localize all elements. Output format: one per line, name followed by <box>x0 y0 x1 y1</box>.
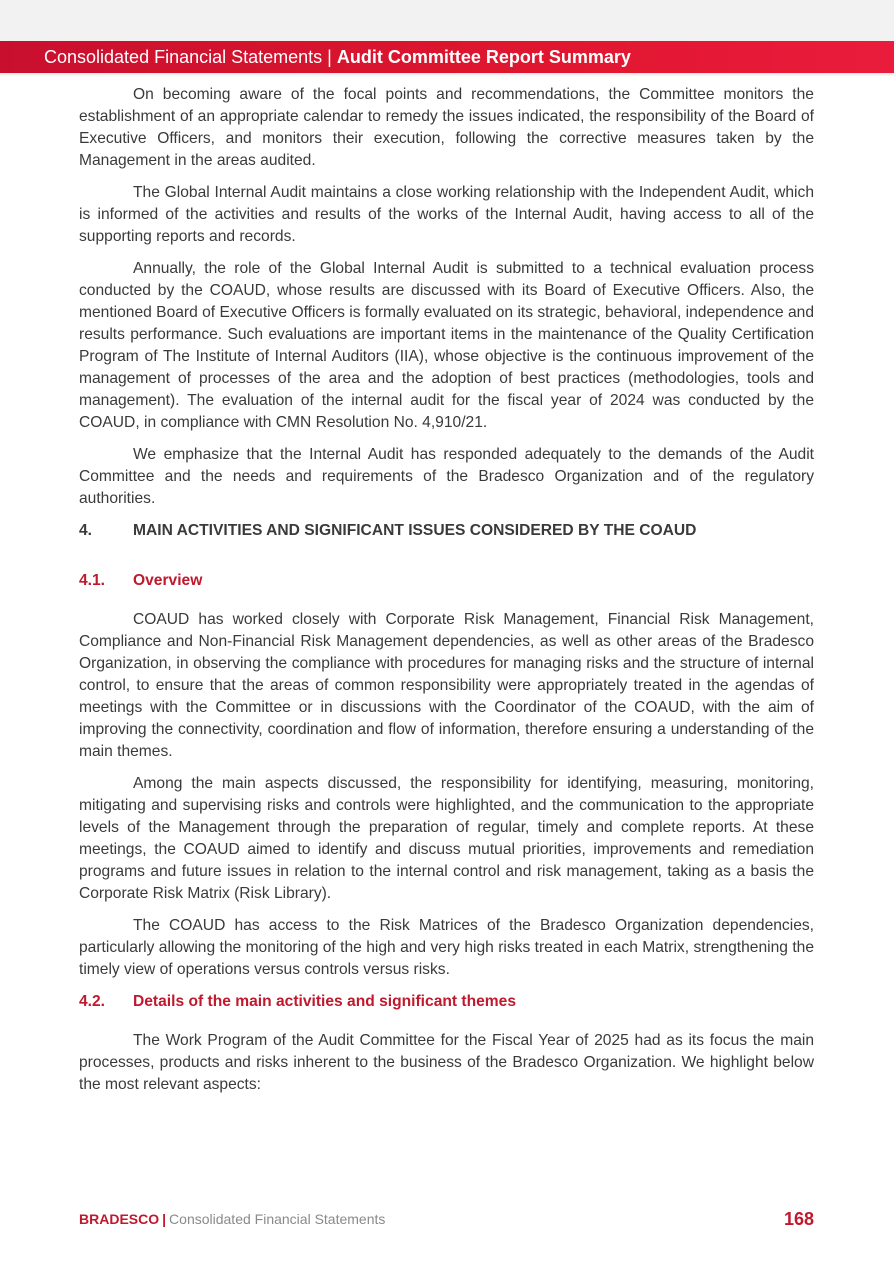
section-4-2-heading <box>79 991 814 1013</box>
section-4-2-title: Details of the main activities and significant themes <box>133 992 517 1010</box>
footer-section: Consolidated Financial Statements <box>169 1211 386 1227</box>
section-4-1-heading <box>79 570 814 592</box>
paragraph-2: The Global Internal Audit maintains a close working relationship with the Independent Audit, which is informed of the activities and results of the works of the Internal Audit, having access to all of the supporting reports and records. <box>79 183 814 246</box>
page-footer <box>79 1208 814 1230</box>
footer-left <box>79 1211 385 1227</box>
paragraph-4: We emphasize that the Internal Audit has responded adequately to the demands of the Audit Committee and the needs and requirements of the Bradesco Organization and of the regulatory authorities. <box>79 445 814 508</box>
paragraph-8: The Work Program of the Audit Committee for the Fiscal Year of 2025 had as its focus the main processes, products and risks inherent to the business of the Bradesco Organization. We highlight below the most relevant aspects: <box>79 1031 814 1093</box>
header-title: Audit Committee Report Summary <box>336 46 631 67</box>
paragraph-7: The COAUD has access to the Risk Matrices of the Bradesco Organization dependencies, particularly allowing the monitoring of the high and very high risks treated in each Matrix, strengthening the timely view of operations versus controls versus risks. <box>79 916 814 979</box>
section-4-1-number: 4.1. <box>79 571 106 589</box>
header-separator: | <box>327 46 332 67</box>
section-4-number: 4. <box>79 521 93 539</box>
section-4-1-title: Overview <box>133 571 203 589</box>
footer-separator: | <box>162 1211 167 1227</box>
footer-brand: BRADESCO <box>79 1211 160 1227</box>
section-4-title: MAIN ACTIVITIES AND SIGNIFICANT ISSUES CONSIDERED BY THE COAUD <box>133 521 697 539</box>
top-margin <box>0 0 894 41</box>
page-header <box>0 41 894 73</box>
header-section: Consolidated Financial Statements <box>44 46 323 67</box>
paragraph-1: On becoming aware of the focal points and recommendations, the Committee monitors the establishment of an appropriate calendar to remedy the issues indicated, the responsibility of the Board of Executive Officers, and monitors their execution, following the corrective measures taken by the Management in the areas audited. <box>79 86 814 170</box>
paragraph-3: Annually, the role of the Global Internal Audit is submitted to a technical evaluation process conducted by the COAUD, whose results are discussed with its Board of Executive Officers. Also, the mentioned Board of Executive Officers is formally evaluated on its strategic, behavioral, independence and results performance. Such evaluations are important items in the maintenance of the Quality Certification Program of The Institute of Internal Auditors (IIA), whose objective is the continuous improvement of the management of processes of the area and the adoption of best practices (methodologies, tools and management). The evaluation of the internal audit for the fiscal year of 2024 was conducted by the COAUD, in compliance with CMN Resolution No. 4,910/21. <box>79 259 814 432</box>
document-body <box>79 84 814 1105</box>
paragraph-5: COAUD has worked closely with Corporate Risk Management, Financial Risk Management, Compliance and Non-Financial Risk Management dependencies, as well as other areas of the Bradesco Organization, in observing the compliance with procedures for managing risks and the structure of internal control, to ensure that the areas of common responsibility were appropriately treated in the agendas of meetings with the Committee or in discussions with the Coordinator of the COAUD, with the aim of improving the connectivity, coordination and flow of information, therefore ensuring a understanding of the main themes. <box>79 610 814 761</box>
header-shadow <box>0 73 894 77</box>
page-number: 168 <box>783 1208 814 1229</box>
section-4-heading <box>79 520 814 542</box>
paragraph-6: Among the main aspects discussed, the responsibility for identifying, measuring, monitoring, mitigating and supervising risks and controls were highlighted, and the communication to the appropriate levels of the Management through the preparation of regular, timely and complete reports. At these meetings, the COAUD aimed to identify and discuss mutual priorities, improvements and remediation programs and future issues in relation to the internal control and risk management, taking as a basis the Corporate Risk Matrix (Risk Library). <box>79 774 814 903</box>
section-4-2-number: 4.2. <box>79 992 106 1010</box>
